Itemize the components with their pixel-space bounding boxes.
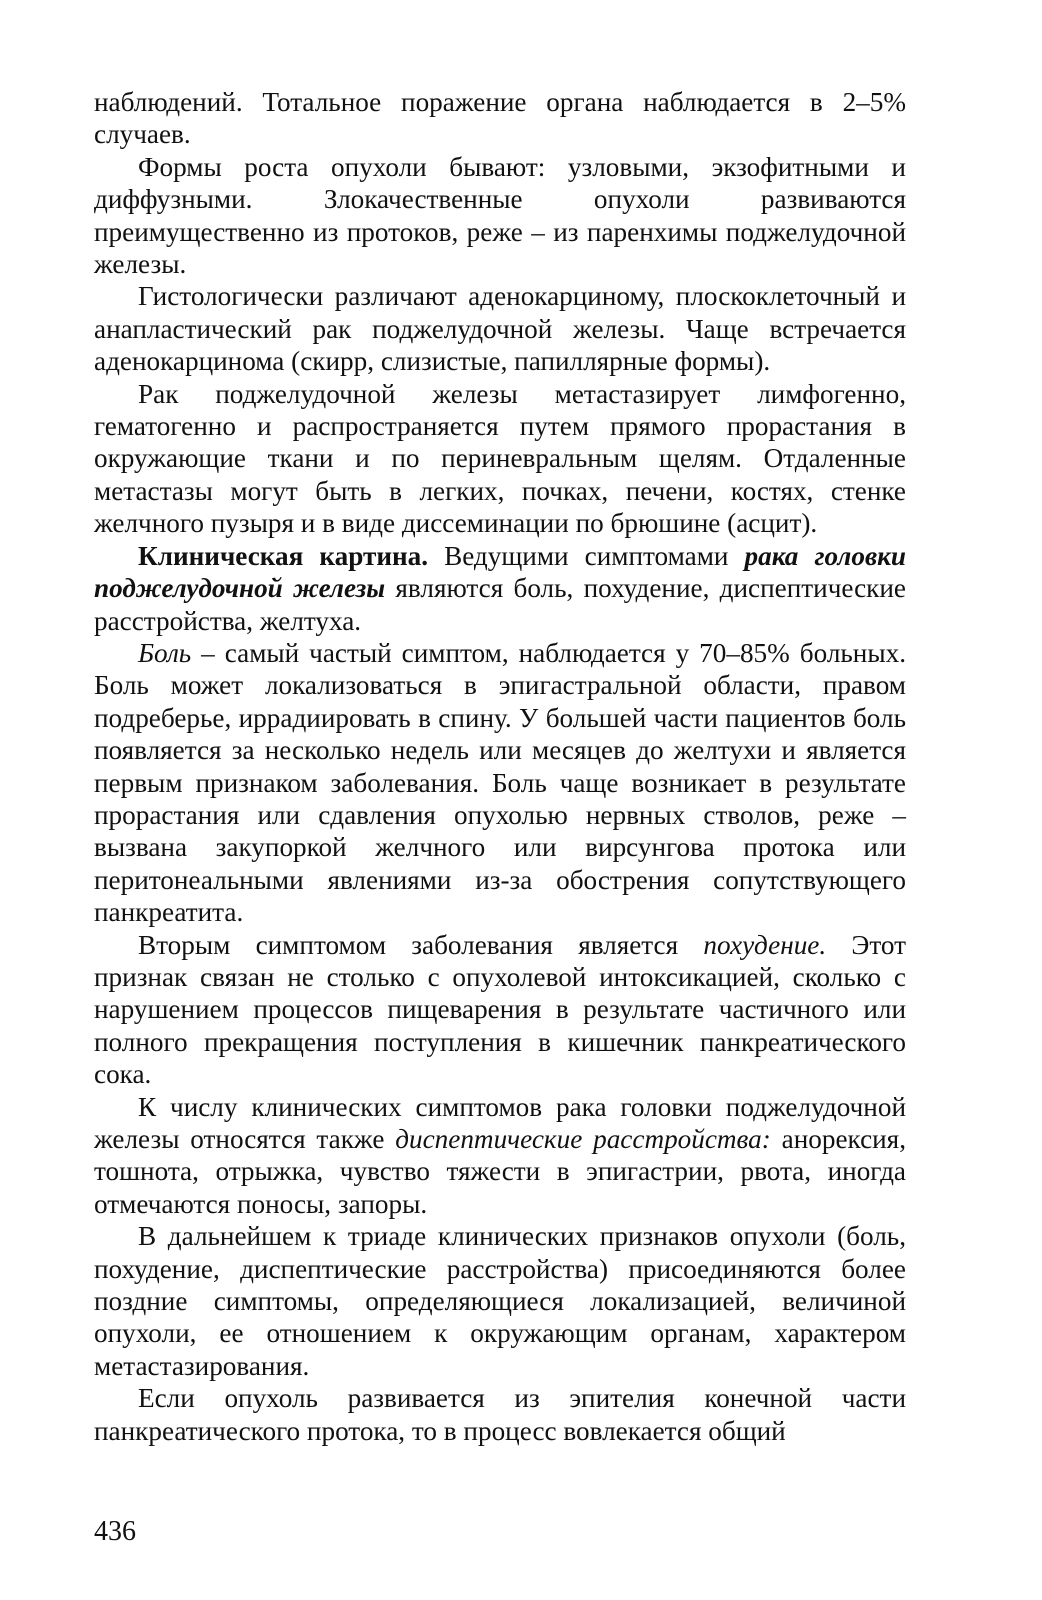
paragraph-weight-loss: [94, 929, 906, 1091]
document-page: [94, 86, 906, 1447]
paragraph: Формы роста опухоли бывают: узловыми, экзофитными и диффузными. Злокачественные опухоли развиваются преимущественно из протоков, реже – из паренхимы поджелудочной железы.: [94, 151, 906, 280]
paragraph-dyspepsia: [94, 1091, 906, 1221]
emphasis: Боль: [138, 637, 192, 668]
paragraph-pain: [94, 637, 906, 929]
text-run: – самый частый симптом, наблюдается у 70–85% больных. Боль может локализоваться в эпигастральной области, правом подреберье, иррадиировать в спину. У большей части пациентов боль появляется за несколько недель или месяцев до желтухи и является первым признаком заболевания. Боль чаще возникает в результате прорастания или сдавления опухолью нервных стволов, реже – вызвана закупоркой желчного или вирсунгова протока или перитонеальными явлениями из-за обострения сопутствующего панкреатита.: [94, 637, 906, 928]
page-number: 436: [94, 1516, 136, 1547]
paragraph: наблюдений. Тотальное поражение органа наблюдается в 2–5% случаев.: [94, 87, 906, 150]
emphasis: диспептические расстройства:: [395, 1124, 771, 1154]
text-run: являются боль, похудение, диспептические расстройства, желтуха.: [94, 573, 907, 636]
section-heading: Клиническая картина.: [138, 540, 429, 571]
text-run: К числу клинических симптомов рака головки поджелудочной железы относятся также: [94, 1091, 906, 1154]
text-run: Ведущими симптомами: [428, 540, 745, 571]
paragraph: В дальнейшем к триаде клинических признаков опухоли (боль, похудение, диспептические расстройства) присоединяются более поздние симптомы, определяющиеся локализацией, величиной опухоли, ее отношением к окружающим органам, характером метастазирования.: [94, 1221, 906, 1381]
text-run: Этот признак связан не столько с опухолевой интоксикацией, сколько с нарушением процессов пищеварения в результате частичного или полного прекращения поступления в кишечник панкреатического сока.: [94, 929, 906, 1090]
text-run: Вторым симптомом заболевания является: [138, 929, 704, 960]
paragraph: Рак поджелудочной железы метастазирует лимфогенно, гематогенно и распространяется путем прямого прорастания в окружающие ткани и по периневральным щелям. Отдаленные метастазы могут быть в легких, почках, печени, костях, стенке желчного пузыря и в виде диссеминации по брюшине (асцит).: [94, 378, 906, 539]
paragraph-clinical-picture: [94, 540, 906, 637]
text-run: анорексия, тошнота, отрыжка, чувство тяжести в эпигастрии, рвота, иногда отмечаются поносы, запоры.: [94, 1124, 906, 1219]
emphasis: похудение.: [703, 929, 827, 960]
paragraph: Гистологически различают аденокарциному, плоскоклеточный и анапластический рак поджелудочной железы. Чаще встречается аденокарцинома (скирр, слизистые, папиллярные формы).: [94, 281, 906, 377]
paragraph: Если опухоль развивается из эпителия конечной части панкреатического протока, то в процесс вовлекается общий: [94, 1383, 906, 1446]
emphasis: рака головки поджелудочной железы: [94, 540, 906, 604]
